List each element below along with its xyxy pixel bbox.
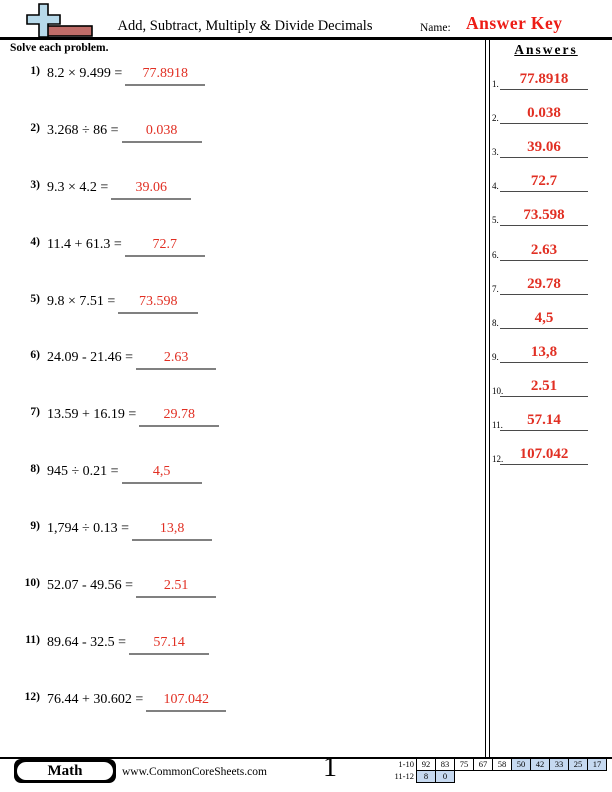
answer-row bbox=[490, 90, 608, 124]
worksheet-title: Add, Subtract, Multiply & Divide Decimals bbox=[117, 18, 373, 34]
answer-value: 77.8918 bbox=[500, 71, 588, 90]
problem-row bbox=[20, 690, 460, 747]
score-cell: 0 bbox=[435, 770, 455, 783]
answer-value: 2.63 bbox=[500, 242, 588, 261]
problem-expression: 11.4 + 61.3 = bbox=[47, 236, 122, 252]
problem-row bbox=[20, 64, 460, 121]
name-label: Name: bbox=[420, 22, 451, 34]
problem-answer: 13,8 bbox=[132, 521, 212, 541]
problem-expression: 9.8 × 7.51 = bbox=[47, 293, 116, 309]
answer-number: 7. bbox=[492, 283, 499, 294]
problem-expression: 89.64 - 32.5 = bbox=[47, 634, 127, 650]
answer-row bbox=[490, 295, 608, 329]
score-cell: 75 bbox=[454, 758, 474, 771]
problem-row bbox=[20, 405, 460, 462]
answer-number: 5. bbox=[492, 215, 499, 226]
answer-row bbox=[490, 431, 608, 465]
score-table bbox=[385, 758, 607, 783]
score-cell: 58 bbox=[492, 758, 512, 771]
answer-number: 4. bbox=[492, 181, 499, 192]
problem-answer: 29.78 bbox=[139, 407, 219, 427]
problem-row bbox=[20, 519, 460, 576]
problem-number: 4) bbox=[30, 235, 40, 248]
problem-expression: 9.3 × 4.2 = bbox=[47, 179, 109, 195]
answer-value: 39.06 bbox=[500, 139, 588, 158]
problem-number: 1) bbox=[30, 65, 40, 77]
problem-answer: 4,5 bbox=[122, 464, 202, 484]
problem-row bbox=[20, 235, 460, 292]
score-row bbox=[385, 770, 607, 783]
answer-number: 10. bbox=[492, 385, 504, 396]
subject-badge bbox=[14, 759, 116, 783]
website-text: www.CommonCoreSheets.com bbox=[122, 766, 267, 778]
answer-row bbox=[490, 158, 608, 192]
problem-number: 12) bbox=[24, 690, 40, 703]
problem-expression: 1,794 ÷ 0.13 = bbox=[47, 521, 130, 537]
problem-row bbox=[20, 633, 460, 690]
answer-value: 107.042 bbox=[500, 446, 588, 465]
score-cell: 83 bbox=[435, 758, 455, 771]
subject-badge-label: Math bbox=[16, 761, 114, 781]
problem-answer: 2.63 bbox=[136, 350, 216, 370]
score-row-label: 1-10 bbox=[398, 759, 414, 769]
problem-expression: 24.09 - 21.46 = bbox=[47, 350, 134, 366]
answer-number: 9. bbox=[492, 351, 499, 362]
problem-number: 7) bbox=[30, 406, 40, 419]
plus-brick-logo-icon bbox=[26, 3, 100, 38]
problems-list bbox=[20, 64, 460, 747]
problem-answer: 73.598 bbox=[118, 294, 198, 314]
problem-answer: 39.06 bbox=[111, 180, 191, 200]
score-cell: 67 bbox=[473, 758, 493, 771]
problem-expression: 76.44 + 30.602 = bbox=[47, 691, 144, 707]
problem-answer: 107.042 bbox=[146, 692, 226, 712]
page-number: 1 bbox=[323, 752, 337, 783]
problem-row bbox=[20, 292, 460, 349]
problem-row bbox=[20, 121, 460, 178]
problem-number: 6) bbox=[30, 349, 40, 362]
answer-number: 11. bbox=[492, 420, 503, 431]
problem-number: 3) bbox=[30, 178, 40, 191]
answer-row bbox=[490, 363, 608, 397]
answer-value: 72.7 bbox=[500, 173, 588, 192]
problem-answer: 57.14 bbox=[129, 635, 209, 655]
problem-answer: 77.8918 bbox=[125, 66, 205, 86]
problem-row bbox=[20, 348, 460, 405]
answer-row bbox=[490, 397, 608, 431]
answer-row bbox=[490, 192, 608, 226]
score-cell: 92 bbox=[416, 758, 436, 771]
problem-answer: 72.7 bbox=[125, 237, 205, 257]
answer-value: 29.78 bbox=[500, 276, 588, 295]
answer-value: 0.038 bbox=[500, 105, 588, 124]
answer-row bbox=[490, 261, 608, 295]
answer-row bbox=[490, 226, 608, 260]
score-cell: 17 bbox=[587, 758, 607, 771]
problem-number: 10) bbox=[24, 577, 40, 590]
score-cell: 33 bbox=[549, 758, 569, 771]
answer-value: 2.51 bbox=[500, 378, 588, 397]
problem-row bbox=[20, 178, 460, 235]
problem-number: 2) bbox=[30, 121, 40, 134]
answer-value: 57.14 bbox=[500, 412, 588, 431]
problem-number: 8) bbox=[30, 463, 40, 476]
answer-number: 12. bbox=[492, 454, 504, 465]
header-divider bbox=[0, 37, 612, 40]
answer-number: 8. bbox=[492, 317, 499, 328]
answers-heading: Answers bbox=[514, 42, 578, 57]
problem-answer: 0.038 bbox=[122, 123, 202, 143]
answers-list bbox=[490, 56, 608, 465]
answer-row bbox=[490, 124, 608, 158]
problem-expression: 13.59 + 16.19 = bbox=[47, 407, 137, 423]
problem-number: 5) bbox=[30, 292, 40, 305]
answer-value: 13,8 bbox=[500, 344, 588, 363]
score-cell: 8 bbox=[416, 770, 436, 783]
problem-expression: 52.07 - 49.56 = bbox=[47, 578, 134, 594]
answer-number: 2. bbox=[492, 113, 499, 124]
problem-number: 9) bbox=[30, 520, 40, 533]
answer-row bbox=[490, 329, 608, 363]
answer-row bbox=[490, 56, 608, 90]
problem-expression: 3.268 ÷ 86 = bbox=[47, 122, 119, 138]
score-cell: 42 bbox=[530, 758, 550, 771]
answer-number: 3. bbox=[492, 147, 499, 158]
answer-number: 6. bbox=[492, 249, 499, 260]
answer-value: 73.598 bbox=[500, 207, 588, 226]
score-row-label: 11-12 bbox=[394, 771, 414, 781]
answer-number: 1. bbox=[492, 79, 499, 90]
score-cell: 50 bbox=[511, 758, 531, 771]
problem-answer: 2.51 bbox=[136, 578, 216, 598]
problem-expression: 945 ÷ 0.21 = bbox=[47, 464, 119, 480]
problem-number: 11) bbox=[25, 633, 40, 646]
answer-key-text: Answer Key bbox=[466, 13, 563, 33]
problem-row bbox=[20, 462, 460, 519]
answer-value: 4,5 bbox=[500, 310, 588, 329]
instructions-text: Solve each problem. bbox=[10, 42, 109, 54]
problem-expression: 8.2 × 9.499 = bbox=[47, 66, 123, 81]
problem-row bbox=[20, 576, 460, 633]
score-cell: 25 bbox=[568, 758, 588, 771]
